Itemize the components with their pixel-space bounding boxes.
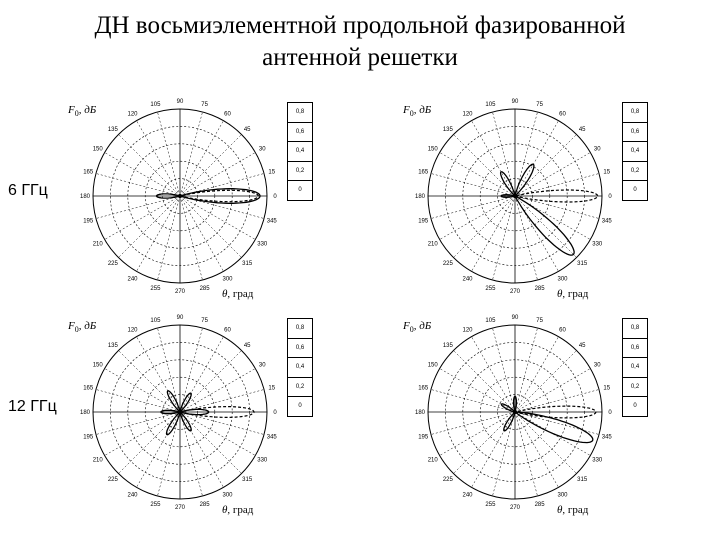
angle-tick-label: 300 [222,492,233,499]
angle-tick-label: 285 [534,285,545,292]
radial-spoke [180,196,203,280]
center-point [513,194,517,198]
radial-spoke [515,369,590,413]
angle-tick-label: 315 [242,477,253,484]
radial-spoke [137,196,181,271]
radial-spoke [515,350,577,412]
radial-spoke [118,196,180,258]
angle-tick-label: 210 [427,457,438,464]
angle-tick-label: 330 [257,241,268,248]
legend-cell: 0,8 [288,103,312,123]
radial-spoke [180,369,255,413]
angle-tick-label: 180 [79,194,91,200]
angle-tick-label: 105 [485,318,496,325]
legend-table [287,318,313,417]
angle-tick-label: 285 [534,501,545,508]
radial-spoke [137,121,181,196]
angle-tick-label: 75 [201,102,208,109]
radial-spoke [180,389,264,412]
radial-spoke [440,153,515,197]
radial-spoke [492,112,515,196]
angle-tick-label: 165 [83,169,94,176]
legend-table [622,318,648,417]
radial-spoke [180,112,203,196]
angle-tick-label: 345 [601,218,612,225]
angle-tick-label: 210 [92,457,103,464]
angle-tick-label: 270 [174,289,186,295]
radial-spoke [492,328,515,412]
angle-tick-label: 225 [107,261,118,268]
legend-cell: 0,2 [288,378,312,398]
radial-spoke [180,134,242,196]
angle-tick-label: 75 [536,318,543,325]
legend-cell: 0,6 [288,339,312,359]
title-line-1: ДН восьмиэлементной продольной фазированной [94,12,626,39]
angle-tick-label: 150 [92,362,103,369]
legend-cell: 0,8 [623,103,647,123]
radial-spoke [137,412,181,487]
angle-tick-label: 195 [83,218,94,225]
radial-spoke [137,337,181,412]
angle-axis-label: θ, град [222,288,254,300]
angle-tick-label: 315 [242,261,253,268]
angle-tick-label: 150 [92,146,103,153]
angle-tick-label: 75 [536,102,543,109]
angle-tick-label: 120 [127,327,138,334]
angle-tick-label: 285 [199,285,210,292]
angle-tick-label: 30 [258,362,266,369]
angle-tick-label: 90 [176,99,184,105]
radial-spoke [515,196,577,258]
angle-tick-label: 195 [418,434,429,441]
radial-spoke [472,196,516,271]
angle-tick-label: 60 [224,327,231,334]
angle-tick-label: 60 [559,111,566,118]
center-point [178,410,182,414]
radial-spoke [515,337,559,412]
radial-spoke [118,134,180,196]
angle-tick-label: 15 [268,385,276,392]
angle-tick-label: 270 [174,505,186,511]
radial-spoke [180,412,224,487]
radial-spoke [180,412,242,474]
angle-tick-label: 150 [427,146,438,153]
angle-tick-label: 30 [593,146,601,153]
angle-tick-label: 315 [577,261,588,268]
radial-spoke [180,196,224,271]
angle-tick-label: 90 [511,99,519,105]
polar-chart-svg [395,308,645,523]
legend-cell: 0 [623,397,647,417]
radial-spoke [515,412,577,474]
radial-spoke [105,196,180,240]
angle-tick-label: 165 [418,169,429,176]
legend-cell: 0,6 [288,123,312,143]
radial-spoke [453,412,515,474]
angle-tick-label: 240 [462,492,473,499]
legend-cell: 0,8 [288,319,312,339]
angle-tick-label: 165 [83,385,94,392]
angle-tick-label: 120 [127,111,138,118]
legend-cell: 0,4 [288,358,312,378]
radial-spoke [453,134,515,196]
angle-tick-label: 330 [592,241,603,248]
angle-tick-label: 345 [266,434,277,441]
angle-tick-label: 75 [201,318,208,325]
radial-spoke [472,121,516,196]
radial-spoke [180,196,242,258]
radial-spoke [440,369,515,413]
radial-spoke [453,350,515,412]
angle-axis-label: θ, град [557,504,589,516]
radial-spoke [180,337,224,412]
radial-spoke [157,196,180,280]
legend-cell: 0,2 [623,162,647,182]
angle-tick-label: 270 [509,505,521,511]
radial-spoke [453,196,515,258]
angle-tick-label: 195 [418,218,429,225]
angle-tick-label: 45 [578,342,586,349]
angle-tick-label: 165 [418,385,429,392]
radial-spoke [431,196,515,219]
angle-tick-label: 270 [509,289,521,295]
center-point [513,410,517,414]
angle-tick-label: 225 [107,477,118,484]
angle-tick-label: 345 [601,434,612,441]
legend-cell: 0,4 [288,142,312,162]
legend-cell: 0,8 [623,319,647,339]
radial-spoke [431,412,515,435]
angle-axis-label: θ, град [222,504,254,516]
angle-tick-label: 0 [608,194,612,200]
angle-tick-label: 45 [578,126,586,133]
angle-tick-label: 30 [258,146,266,153]
angle-tick-label: 225 [442,477,453,484]
radial-spoke [515,134,577,196]
polar-panel-6ghz-left [60,92,310,307]
radial-spoke [180,412,203,496]
angle-tick-label: 255 [150,501,161,508]
angle-tick-label: 105 [485,102,496,109]
radial-spoke [492,196,515,280]
angle-tick-label: 285 [199,501,210,508]
angle-tick-label: 15 [603,385,611,392]
angle-tick-label: 15 [603,169,611,176]
radial-spoke [440,196,515,240]
radial-spoke [180,328,203,412]
legend-cell: 0,2 [623,378,647,398]
angle-tick-label: 0 [608,410,612,416]
legend-cell: 0,2 [288,162,312,182]
angle-tick-label: 210 [92,241,103,248]
polar-panel-12ghz-right [395,308,645,523]
radial-spoke [118,412,180,474]
angle-tick-label: 240 [462,276,473,283]
angle-tick-label: 120 [462,111,473,118]
angle-tick-label: 330 [257,457,268,464]
title-line-2: антенной решетки [262,44,458,71]
slide-title [0,10,720,74]
polar-chart-svg [60,92,310,307]
radial-spoke [96,196,180,219]
polar-chart-svg [60,308,310,523]
angle-tick-label: 180 [414,410,426,416]
angle-tick-label: 330 [592,457,603,464]
angle-tick-label: 45 [243,126,251,133]
angle-tick-label: 345 [266,218,277,225]
angle-tick-label: 225 [442,261,453,268]
center-point [178,194,182,198]
angle-tick-label: 60 [224,111,231,118]
radial-axis-label: $F_0$, дБ [68,104,97,119]
radial-spoke [515,153,590,197]
legend-table [622,102,648,201]
radial-spoke [157,328,180,412]
angle-tick-label: 150 [427,362,438,369]
angle-tick-label: 105 [150,102,161,109]
pattern-lobe [515,412,593,443]
legend-cell: 0 [288,397,312,417]
angle-tick-label: 255 [485,285,496,292]
radial-spoke [157,412,180,496]
angle-tick-label: 180 [414,194,426,200]
radial-spoke [515,328,538,412]
angle-tick-label: 135 [442,342,453,349]
radial-axis-label: $F_0$, дБ [403,320,432,335]
radial-spoke [180,350,242,412]
radial-spoke [472,412,516,487]
legend-cell: 0,4 [623,142,647,162]
angle-tick-label: 105 [150,318,161,325]
row-label-6ghz: 6 ГГц [8,182,48,199]
row-label-12ghz: 12 ГГц [8,398,57,415]
legend-cell: 0 [288,181,312,201]
polar-chart-svg [395,92,645,307]
radial-spoke [157,112,180,196]
radial-axis-label: $F_0$, дБ [403,104,432,119]
angle-tick-label: 300 [222,276,233,283]
angle-axis-label: θ, град [557,288,589,300]
angle-tick-label: 315 [577,477,588,484]
angle-tick-label: 180 [79,410,91,416]
angle-tick-label: 30 [593,362,601,369]
angle-tick-label: 195 [83,434,94,441]
radial-spoke [431,173,515,196]
legend-cell: 0,4 [623,358,647,378]
angle-tick-label: 300 [557,276,568,283]
angle-tick-label: 45 [243,342,251,349]
angle-tick-label: 135 [107,342,118,349]
angle-tick-label: 210 [427,241,438,248]
angle-tick-label: 120 [462,327,473,334]
radial-axis-label: $F_0$, дБ [68,320,97,335]
angle-tick-label: 255 [150,285,161,292]
radial-spoke [180,121,224,196]
polar-panel-6ghz-right [395,92,645,307]
legend-cell: 0 [623,181,647,201]
radial-spoke [180,412,264,435]
angle-tick-label: 0 [273,194,277,200]
radial-spoke [515,412,559,487]
angle-tick-label: 135 [442,126,453,133]
radial-spoke [96,173,180,196]
angle-tick-label: 90 [511,315,519,321]
angle-tick-label: 0 [273,410,277,416]
angle-tick-label: 300 [557,492,568,499]
radial-spoke [515,173,599,196]
radial-spoke [515,121,559,196]
radial-spoke [492,412,515,496]
radial-spoke [105,153,180,197]
radial-spoke [118,350,180,412]
radial-spoke [440,412,515,456]
radial-spoke [515,412,599,435]
radial-spoke [180,412,255,456]
angle-tick-label: 90 [176,315,184,321]
legend-cell: 0,6 [623,339,647,359]
radial-spoke [472,337,516,412]
polar-panel-12ghz-left [60,308,310,523]
angle-tick-label: 60 [559,327,566,334]
angle-tick-label: 240 [127,276,138,283]
angle-tick-label: 240 [127,492,138,499]
radial-spoke [431,389,515,412]
angle-tick-label: 135 [107,126,118,133]
radial-spoke [515,389,599,412]
angle-tick-label: 255 [485,501,496,508]
legend-table [287,102,313,201]
angle-tick-label: 15 [268,169,276,176]
legend-cell: 0,6 [623,123,647,143]
